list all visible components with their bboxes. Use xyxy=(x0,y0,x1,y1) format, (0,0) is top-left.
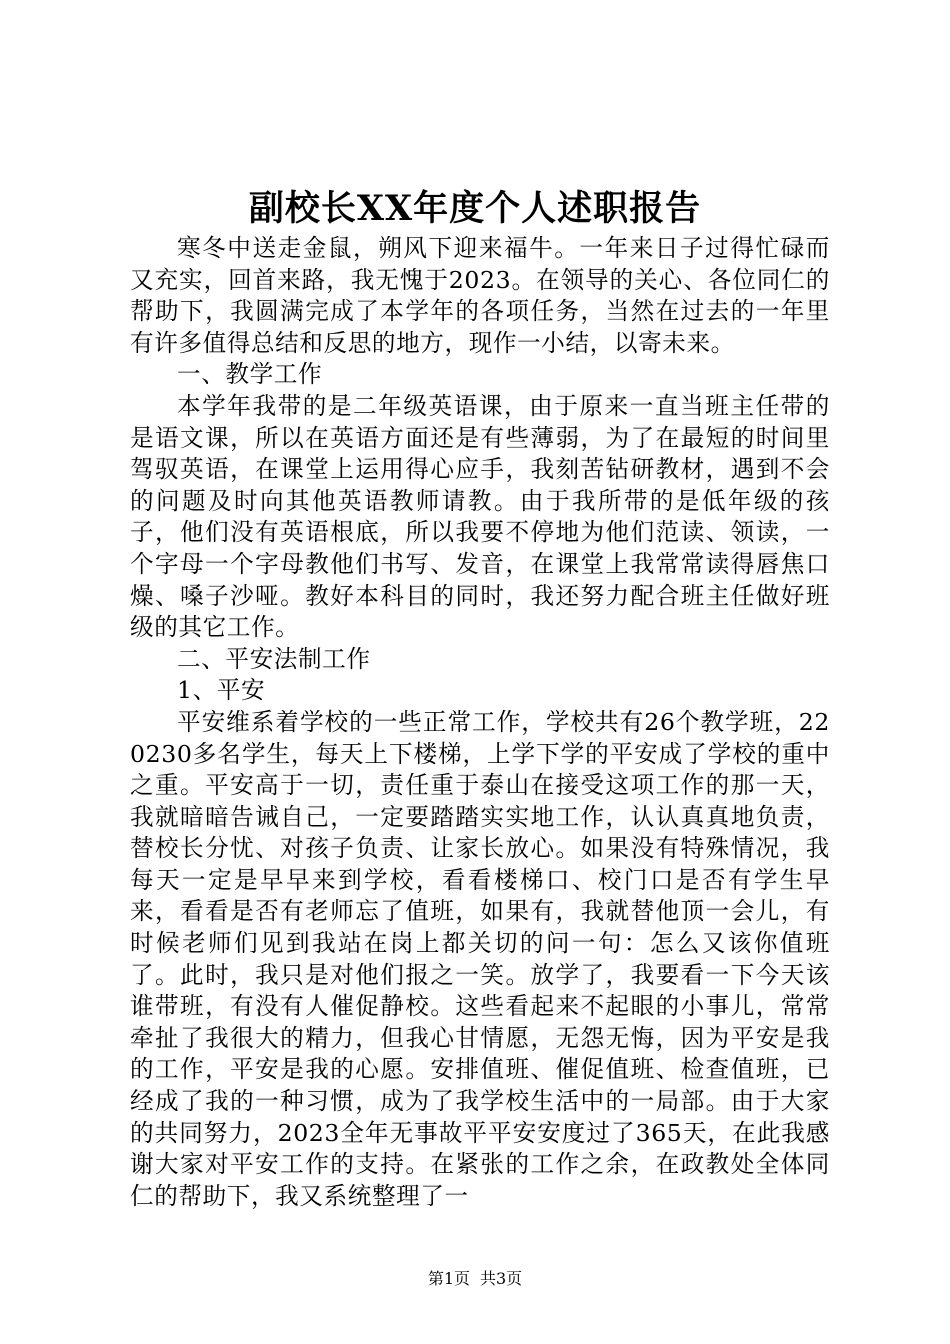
intro-paragraph: 寒冬中送走金鼠，朔风下迎来福牛。一年来日子过得忙碌而又充实，回首来路，我无愧于2023。在领导的关心、各位同仁的帮助下，我圆满完成了本学年的各项任务，当然在过去的一年里有许多值得总结和反思的地方，现作一小结，以寄未来。 xyxy=(130,234,830,357)
page-number-current: 第1页 xyxy=(427,1269,470,1288)
page-number-total: 共3页 xyxy=(480,1269,523,1288)
document-body xyxy=(130,233,830,1212)
subsection-heading-safety: 1、平安 xyxy=(177,676,266,705)
section-heading-teaching: 一、教学工作 xyxy=(177,360,323,389)
document-title: 副校长XX年度个人述职报告 xyxy=(248,188,702,229)
teaching-paragraph: 本学年我带的是二年级英语课，由于原来一直当班主任带的是语文课，所以在英语方面还是有些薄弱，为了在最短的时间里驾驭英语，在课堂上运用得心应手，我刻苦钻研教材，遇到不会的问题及时向其他英语教师请教。由于我所带的是低年级的孩子，他们没有英语根底，所以我要不停地为他们范读、领读，一个字母一个字母教他们书写、发音，在课堂上我常常读得唇焦口燥、嗓子沙哑。教好本科目的同时，我还努力配合班主任做好班级的其它工作。 xyxy=(130,391,830,642)
section-heading-safety-law: 二、平安法制工作 xyxy=(177,644,371,673)
safety-paragraph: 平安维系着学校的一些正常工作，学校共有26个教学班，220230多名学生，每天上下楼梯，上学下学的平安成了学校的重中之重。平安高于一切，责任重于泰山在接受这项工作的那一天，我就暗暗告诫自己，一定要踏踏实实地工作，认认真真地负责，替校长分忧、对孩子负责、让家长放心。如果没有特殊情况，我每天一定是早早来到学校，看看楼梯口、校门口是否有学生早来，看看是否有老师忘了值班，如果有，我就替他顶一会儿，有时候老师们见到我站在岗上都关切的问一句：怎么又该你值班了。此时，我只是对他们报之一笑。放学了，我要看一下今天该谁带班，有没有人催促静校。这些看起来不起眼的小事儿，常常牵扯了我很大的精力，但我心甘情愿，无怨无悔，因为平安是我的工作，平安是我的心愿。安排值班、催促值班、检查值班，已经成了我的一种习惯，成为了我学校生活中的一局部。由于大家的共同努力，2023全年无事故平平安安度过了365天，在此我感谢大家对平安工作的支持。在紧张的工作之余，在政教处全体同仁的帮助下，我又系统整理了一 xyxy=(130,707,830,1210)
page-footer xyxy=(0,1268,950,1290)
